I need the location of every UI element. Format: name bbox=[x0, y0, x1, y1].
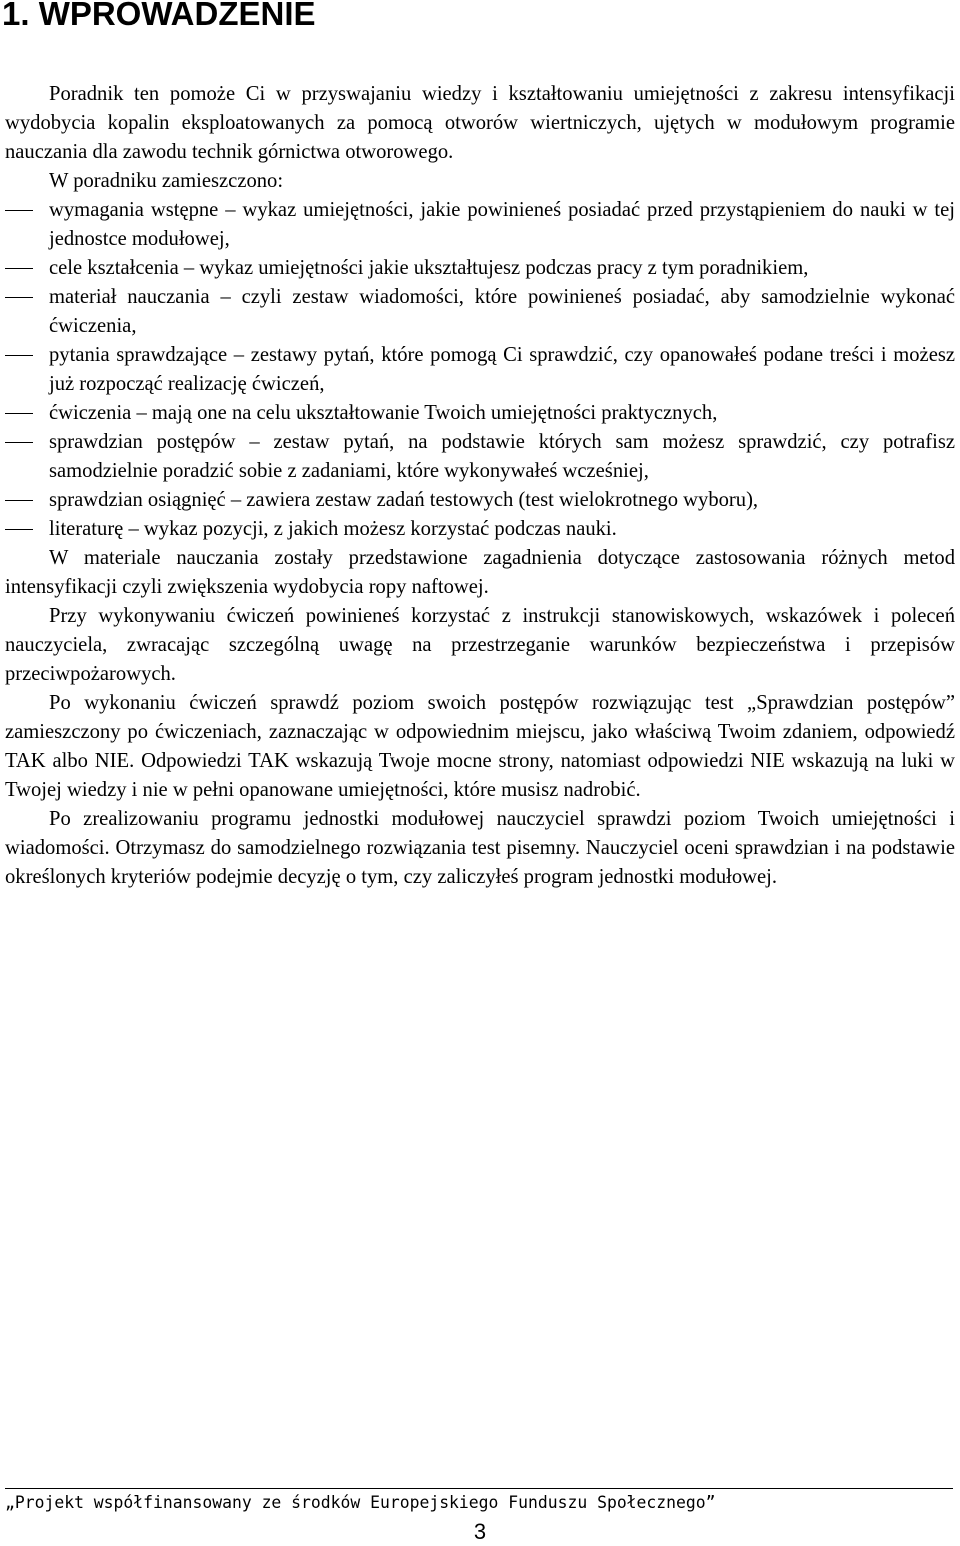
list-item-text: pytania sprawdzające – zestawy pytań, które pomogą Ci sprawdzić, czy opanowałeś podane treści i możesz już rozpocząć realizację ćwiczeń, bbox=[49, 344, 955, 395]
list-item bbox=[5, 428, 955, 486]
list-item bbox=[5, 254, 955, 283]
intro-paragraph: Poradnik ten pomoże Ci w przyswajaniu wiedzy i kształtowaniu umiejętności z zakresu intensyfikacji wydobycia kopalin eksploatowanych za pomocą otworów wiertniczych, ujętych w modułowym programie nauczania dla zawodu technik górnictwa otworowego. bbox=[5, 83, 955, 163]
body-paragraph: Po wykonaniu ćwiczeń sprawdź poziom swoich postępów rozwiązując test „Sprawdzian postępów” zamieszczony po ćwiczeniach, zaznaczając w odpowiednim miejscu, jako właściwą Twoim zdaniem, odpowiedź TAK albo NIE. Odpowiedzi TAK wskazują Twoje mocne strony, natomiast odpowiedzi NIE wskazują na luki w Twojej wiedzy i nie w pełni opanowane umiejętności, które musisz nadrobić. bbox=[5, 692, 955, 801]
dash-bullet bbox=[5, 500, 33, 501]
dash-bullet bbox=[5, 268, 33, 269]
body-paragraph: Przy wykonywaniu ćwiczeń powinieneś korzystać z instrukcji stanowiskowych, wskazówek i poleceń nauczyciela, zwracając szczególną uwagę na przestrzeganie warunków bezpieczeństwa i przepisów przeciwpożarowych. bbox=[5, 605, 955, 685]
list-item bbox=[5, 486, 955, 515]
body-paragraph: W materiale nauczania zostały przedstawione zagadnienia dotyczące zastosowania różnych metod intensyfikacji czyli zwiększenia wydobycia ropy naftowej. bbox=[5, 547, 955, 598]
list-item-text: wymagania wstępne – wykaz umiejętności, jakie powinieneś posiadać przed przystąpieniem do nauki w tej jednostce modułowej, bbox=[49, 199, 955, 250]
list-intro: W poradniku zamieszczono: bbox=[49, 170, 284, 192]
list-item bbox=[5, 399, 955, 428]
list-item-text: sprawdzian postępów – zestaw pytań, na podstawie których sam możesz sprawdzić, czy potrafisz samodzielnie poradzić sobie z zadaniami, które wykonywałeś wcześniej, bbox=[49, 431, 955, 482]
body-paragraph: Po zrealizowaniu programu jednostki modułowej nauczyciel sprawdzi poziom Twoich umiejętności i wiadomości. Otrzymasz do samodzielnego rozwiązania test pisemny. Nauczyciel oceni sprawdzian i na podstawie określonych kryteriów podejmie decyzję o tym, czy zaliczyłeś program jednostki modułowej. bbox=[5, 808, 955, 888]
dash-bullet bbox=[5, 297, 33, 298]
list-item-text: sprawdzian osiągnięć – zawiera zestaw zadań testowych (test wielokrotnego wyboru), bbox=[49, 489, 759, 511]
document-body bbox=[5, 80, 955, 892]
dash-bullet bbox=[5, 355, 33, 356]
section-heading: 1. WPROWADZENIE bbox=[2, 0, 316, 32]
list-item-text: literaturę – wykaz pozycji, z jakich możesz korzystać podczas nauki. bbox=[49, 518, 617, 540]
list-item bbox=[5, 515, 955, 544]
dash-bullet bbox=[5, 413, 33, 414]
footer-funding-note: „Projekt współfinansowany ze środków Europejskiego Funduszu Społecznego” bbox=[5, 1493, 716, 1512]
dash-bullet bbox=[5, 442, 33, 443]
page-number: 3 bbox=[473, 1519, 487, 1544]
list-item bbox=[5, 341, 955, 399]
list-item-text: cele kształcenia – wykaz umiejętności jakie ukształtujesz podczas pracy z tym poradnikiem, bbox=[49, 257, 809, 279]
list-item bbox=[5, 283, 955, 341]
list-item-text: materiał nauczania – czyli zestaw wiadomości, które powinieneś posiadać, aby samodzielnie wykonać ćwiczenia, bbox=[49, 286, 955, 337]
list-item-text: ćwiczenia – mają one na celu ukształtowanie Twoich umiejętności praktycznych, bbox=[49, 402, 718, 424]
contents-list bbox=[5, 196, 955, 544]
list-item bbox=[5, 196, 955, 254]
dash-bullet bbox=[5, 529, 33, 530]
footer-divider bbox=[5, 1488, 953, 1489]
dash-bullet bbox=[5, 210, 33, 211]
